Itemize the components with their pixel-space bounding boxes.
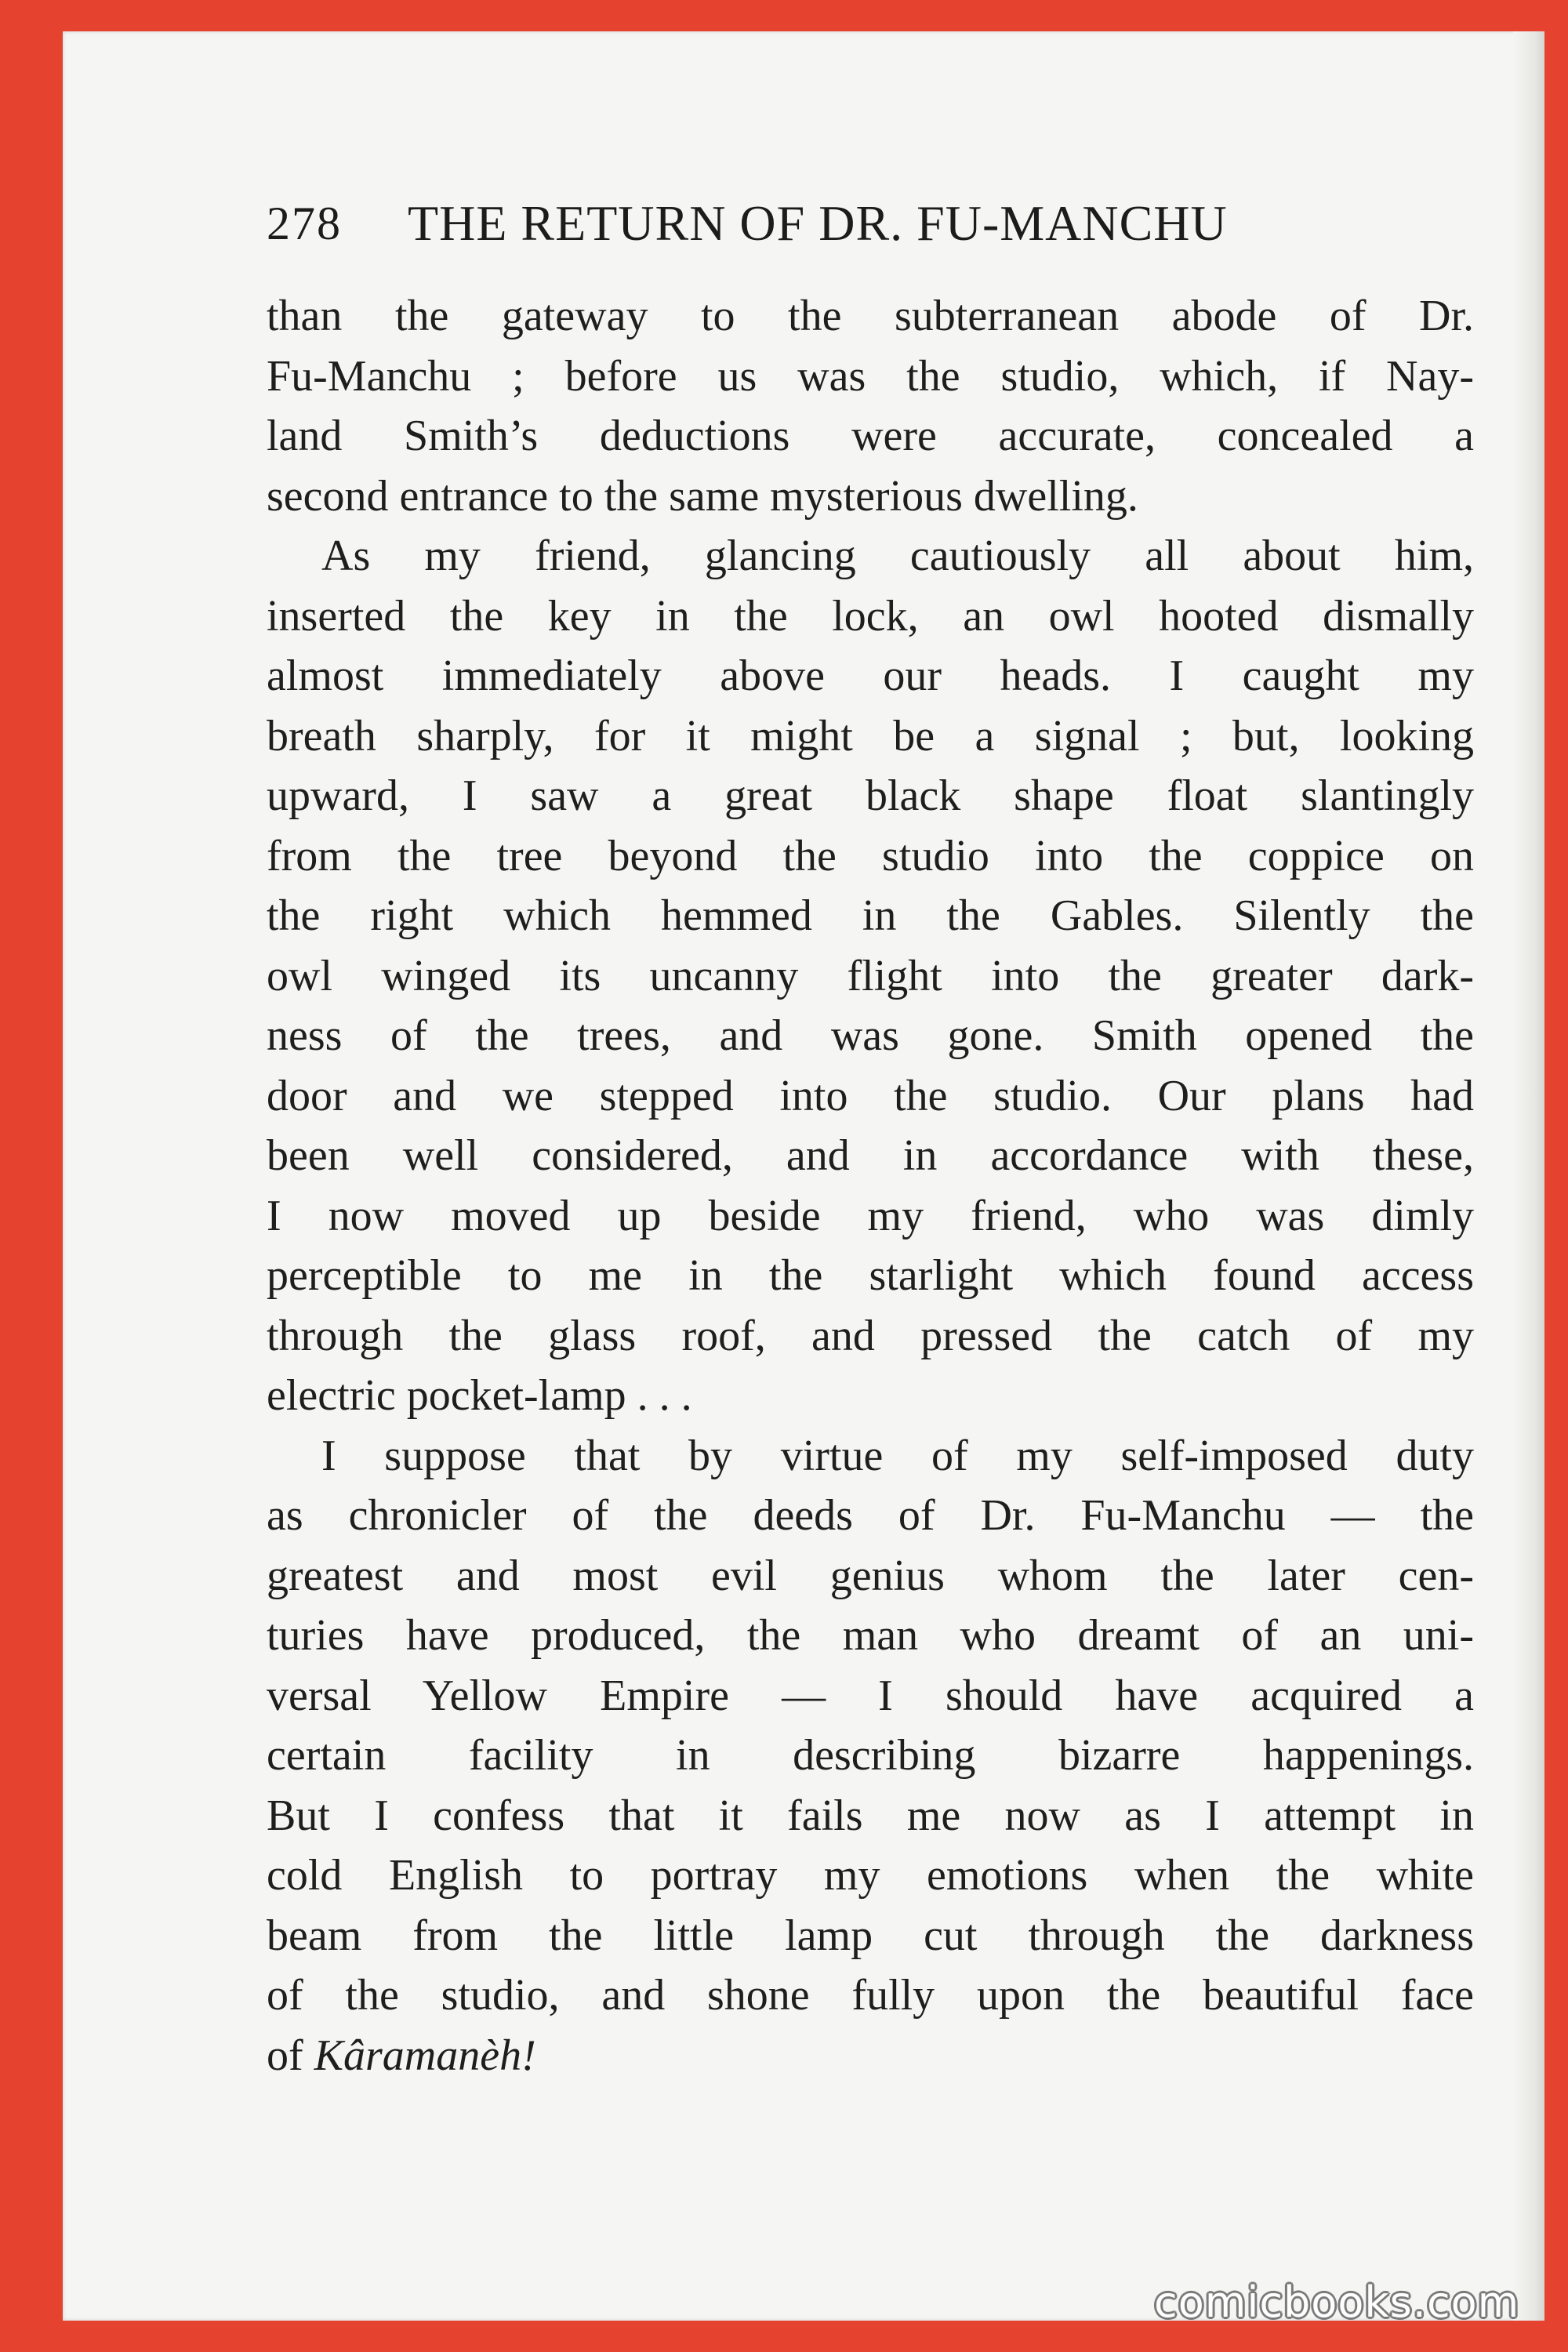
text-line: inserted the key in the lock, an owl hooted dismally: [267, 591, 1474, 641]
character-name: Kâramanèh!: [314, 2031, 536, 2080]
text-line: of the studio, and shone fully upon the beautiful face: [267, 1971, 1474, 2020]
text-line: electric pocket-lamp . . .: [267, 1371, 692, 1420]
text-line: turies have produced, the man who dreamt of an uni-: [267, 1611, 1474, 1660]
text-line: upward, I saw a great black shape float slantingly: [267, 771, 1474, 820]
text-line: versal Yellow Empire — I should have acquired a: [267, 1671, 1474, 1720]
paragraph-start-line: I suppose that by virtue of my self-imposed duty: [321, 1431, 1474, 1480]
text-line: I now moved up beside my friend, who was dimly: [267, 1191, 1474, 1240]
text-line: owl winged its uncanny flight into the greater dark-: [267, 951, 1474, 1000]
text-line: greatest and most evil genius whom the later cen-: [267, 1551, 1474, 1600]
final-line-prefix: of: [267, 2031, 314, 2080]
page-edge-shading: [1513, 31, 1544, 2321]
text-line: cold English to portray my emotions when the white: [267, 1851, 1474, 1900]
text-line: breath sharply, for it might be a signal ; but, looking: [267, 711, 1474, 760]
text-line: through the glass roof, and pressed the catch of my: [267, 1311, 1474, 1360]
final-text-line: [267, 2026, 1474, 2086]
text-line: certain facility in describing bizarre happenings.: [267, 1731, 1474, 1780]
text-line: from the tree beyond the studio into the coppice on: [267, 831, 1474, 880]
text-line: beam from the little lamp cut through the darkness: [267, 1911, 1474, 1960]
text-line: than the gateway to the subterranean abode of Dr.: [267, 292, 1474, 340]
text-line: second entrance to the same mysterious dwelling.: [267, 471, 1138, 521]
text-line: almost immediately above our heads. I caught my: [267, 652, 1474, 700]
text-line: as chronicler of the deeds of Dr. Fu-Manchu — the: [267, 1491, 1474, 1540]
text-line: But I confess that it fails me now as I attempt in: [267, 1791, 1474, 1840]
book-title: THE RETURN OF DR. FU-MANCHU: [408, 195, 1228, 251]
text-line: land Smith’s deductions were accurate, concealed a: [267, 412, 1474, 460]
page-number: 278: [267, 198, 342, 249]
text-line: the right which hemmed in the Gables. Silently the: [267, 891, 1474, 940]
text-line: been well considered, and in accordance with these,: [267, 1131, 1474, 1180]
text-line: perceptible to me in the starlight which found access: [267, 1251, 1474, 1300]
text-line: door and we stepped into the studio. Our plans had: [267, 1071, 1474, 1120]
paragraph-start-line: As my friend, glancing cautiously all about him,: [321, 532, 1474, 580]
body-text: [267, 286, 1474, 2085]
running-head: [267, 176, 1474, 270]
text-line: Fu-Manchu ; before us was the studio, which, if Nay-: [267, 351, 1474, 401]
watermark: comicbooks.com: [1154, 2278, 1520, 2327]
text-line: ness of the trees, and was gone. Smith opened the: [267, 1011, 1474, 1060]
